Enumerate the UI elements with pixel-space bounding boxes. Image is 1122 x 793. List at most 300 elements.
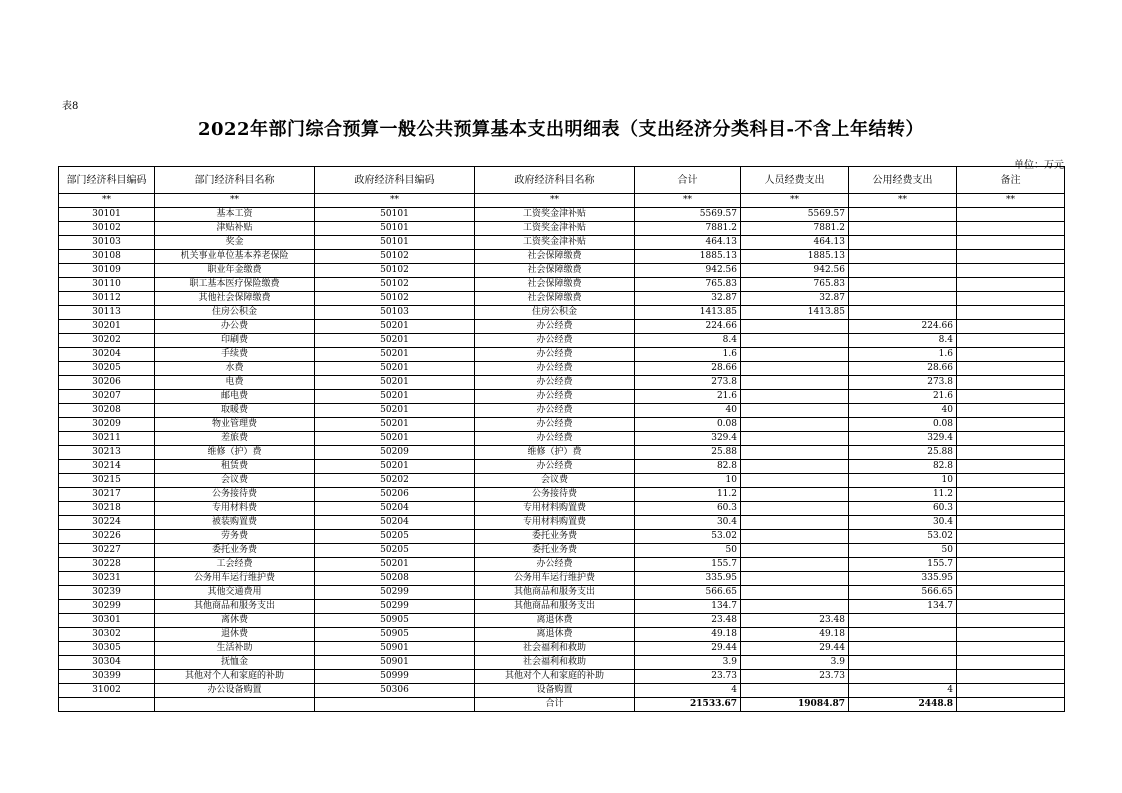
cell-gov-code: 50901 xyxy=(315,642,475,656)
cell-personnel: 5569.57 xyxy=(741,208,849,222)
cell-remark xyxy=(957,320,1065,334)
cell-gov-name: 工资奖金津补贴 xyxy=(475,222,635,236)
cell-remark xyxy=(957,264,1065,278)
cell-gov-name: 社会保障缴费 xyxy=(475,292,635,306)
cell-gov-name: 离退休费 xyxy=(475,628,635,642)
cell-total: 335.95 xyxy=(635,572,741,586)
cell-public: 566.65 xyxy=(849,586,957,600)
cell-total: 21.6 xyxy=(635,390,741,404)
cell-gov-code: 50205 xyxy=(315,530,475,544)
cell-dept-code: 30205 xyxy=(59,362,155,376)
cell-dept-code: 30299 xyxy=(59,600,155,614)
column-header-personnel: 人员经费支出 xyxy=(741,167,849,194)
cell-gov-name: 办公经费 xyxy=(475,390,635,404)
cell-total: 0.08 xyxy=(635,418,741,432)
cell-empty xyxy=(315,698,475,712)
cell-remark xyxy=(957,558,1065,572)
cell-remark xyxy=(957,362,1065,376)
cell-personnel: 23.73 xyxy=(741,670,849,684)
cell-total: 942.56 xyxy=(635,264,741,278)
total-personnel: 19084.87 xyxy=(741,698,849,712)
star-cell: ** xyxy=(475,194,635,208)
cell-dept-code: 30102 xyxy=(59,222,155,236)
cell-gov-name: 其他对个人和家庭的补助 xyxy=(475,670,635,684)
cell-dept-code: 30214 xyxy=(59,460,155,474)
cell-gov-name: 社会保障缴费 xyxy=(475,250,635,264)
cell-public xyxy=(849,250,957,264)
table-row xyxy=(59,460,1065,474)
cell-dept-name: 退休费 xyxy=(155,628,315,642)
total-sum: 21533.67 xyxy=(635,698,741,712)
star-cell: ** xyxy=(849,194,957,208)
cell-public: 25.88 xyxy=(849,446,957,460)
cell-public: 155.7 xyxy=(849,558,957,572)
cell-public: 40 xyxy=(849,404,957,418)
cell-personnel: 7881.2 xyxy=(741,222,849,236)
cell-remark xyxy=(957,586,1065,600)
star-cell: ** xyxy=(315,194,475,208)
cell-public: 50 xyxy=(849,544,957,558)
cell-gov-code: 50202 xyxy=(315,474,475,488)
cell-public xyxy=(849,278,957,292)
cell-gov-code: 50201 xyxy=(315,376,475,390)
cell-total: 1413.85 xyxy=(635,306,741,320)
cell-total: 1.6 xyxy=(635,348,741,362)
cell-gov-code: 50901 xyxy=(315,656,475,670)
cell-gov-code: 50103 xyxy=(315,306,475,320)
cell-gov-name: 办公经费 xyxy=(475,320,635,334)
cell-gov-name: 工资奖金津补贴 xyxy=(475,208,635,222)
table-row xyxy=(59,250,1065,264)
cell-dept-name: 生活补助 xyxy=(155,642,315,656)
cell-public: 10 xyxy=(849,474,957,488)
cell-dept-code: 30110 xyxy=(59,278,155,292)
cell-total: 11.2 xyxy=(635,488,741,502)
cell-dept-name: 取暖费 xyxy=(155,404,315,418)
cell-remark xyxy=(957,418,1065,432)
cell-personnel xyxy=(741,502,849,516)
cell-dept-code: 30227 xyxy=(59,544,155,558)
cell-gov-name: 办公经费 xyxy=(475,432,635,446)
cell-gov-code: 50206 xyxy=(315,488,475,502)
cell-dept-name: 其他商品和服务支出 xyxy=(155,600,315,614)
cell-public: 335.95 xyxy=(849,572,957,586)
cell-dept-code: 30113 xyxy=(59,306,155,320)
cell-remark xyxy=(957,250,1065,264)
cell-remark xyxy=(957,446,1065,460)
cell-public: 30.4 xyxy=(849,516,957,530)
cell-gov-code: 50905 xyxy=(315,614,475,628)
cell-dept-name: 委托业务费 xyxy=(155,544,315,558)
column-header-dept-name: 部门经济科目名称 xyxy=(155,167,315,194)
cell-public xyxy=(849,656,957,670)
cell-dept-code: 30301 xyxy=(59,614,155,628)
cell-total: 155.7 xyxy=(635,558,741,572)
cell-dept-name: 机关事业单位基本养老保险 xyxy=(155,250,315,264)
cell-personnel xyxy=(741,544,849,558)
cell-total: 1885.13 xyxy=(635,250,741,264)
cell-remark xyxy=(957,460,1065,474)
cell-remark xyxy=(957,684,1065,698)
cell-public: 82.8 xyxy=(849,460,957,474)
cell-remark xyxy=(957,306,1065,320)
table-row xyxy=(59,362,1065,376)
cell-gov-code: 50201 xyxy=(315,404,475,418)
cell-dept-code: 30109 xyxy=(59,264,155,278)
cell-gov-name: 社会福利和救助 xyxy=(475,642,635,656)
cell-total: 134.7 xyxy=(635,600,741,614)
cell-gov-name: 设备购置 xyxy=(475,684,635,698)
table-row xyxy=(59,488,1065,502)
cell-public: 8.4 xyxy=(849,334,957,348)
cell-personnel: 3.9 xyxy=(741,656,849,670)
cell-gov-name: 其他商品和服务支出 xyxy=(475,600,635,614)
cell-personnel xyxy=(741,376,849,390)
cell-public: 134.7 xyxy=(849,600,957,614)
cell-dept-name: 住房公积金 xyxy=(155,306,315,320)
cell-public: 11.2 xyxy=(849,488,957,502)
cell-dept-code: 30399 xyxy=(59,670,155,684)
cell-total: 53.02 xyxy=(635,530,741,544)
table-row xyxy=(59,376,1065,390)
cell-gov-code: 50201 xyxy=(315,320,475,334)
table-row xyxy=(59,222,1065,236)
cell-personnel xyxy=(741,404,849,418)
cell-total: 29.44 xyxy=(635,642,741,656)
table-row xyxy=(59,348,1065,362)
table-row xyxy=(59,278,1065,292)
cell-dept-code: 30208 xyxy=(59,404,155,418)
budget-table xyxy=(58,166,1065,712)
cell-public xyxy=(849,642,957,656)
column-header-remark: 备注 xyxy=(957,167,1065,194)
cell-personnel: 464.13 xyxy=(741,236,849,250)
cell-remark xyxy=(957,670,1065,684)
cell-personnel xyxy=(741,516,849,530)
cell-remark xyxy=(957,376,1065,390)
cell-dept-code: 30202 xyxy=(59,334,155,348)
cell-personnel: 32.87 xyxy=(741,292,849,306)
cell-dept-name: 手续费 xyxy=(155,348,315,362)
cell-dept-code: 30215 xyxy=(59,474,155,488)
cell-gov-name: 专用材料购置费 xyxy=(475,516,635,530)
cell-gov-code: 50201 xyxy=(315,348,475,362)
cell-personnel xyxy=(741,572,849,586)
cell-dept-code: 30207 xyxy=(59,390,155,404)
cell-total: 50 xyxy=(635,544,741,558)
cell-remark xyxy=(957,236,1065,250)
cell-personnel: 29.44 xyxy=(741,642,849,656)
star-cell: ** xyxy=(59,194,155,208)
cell-public xyxy=(849,208,957,222)
table-body xyxy=(59,194,1065,712)
cell-personnel xyxy=(741,362,849,376)
cell-gov-code: 50201 xyxy=(315,460,475,474)
cell-dept-name: 维修（护）费 xyxy=(155,446,315,460)
table-row xyxy=(59,656,1065,670)
cell-remark xyxy=(957,656,1065,670)
cell-dept-code: 30206 xyxy=(59,376,155,390)
cell-total: 224.66 xyxy=(635,320,741,334)
cell-dept-code: 30204 xyxy=(59,348,155,362)
cell-gov-code: 50205 xyxy=(315,544,475,558)
table-row xyxy=(59,586,1065,600)
star-row xyxy=(59,194,1065,208)
table-row xyxy=(59,208,1065,222)
cell-dept-name: 离休费 xyxy=(155,614,315,628)
cell-remark xyxy=(957,390,1065,404)
cell-total: 49.18 xyxy=(635,628,741,642)
column-header-gov-name: 政府经济科目名称 xyxy=(475,167,635,194)
total-row xyxy=(59,698,1065,712)
total-public: 2448.8 xyxy=(849,698,957,712)
table-row xyxy=(59,418,1065,432)
cell-dept-name: 水费 xyxy=(155,362,315,376)
cell-personnel xyxy=(741,390,849,404)
cell-remark xyxy=(957,208,1065,222)
cell-dept-code: 30228 xyxy=(59,558,155,572)
cell-personnel: 23.48 xyxy=(741,614,849,628)
cell-total: 7881.2 xyxy=(635,222,741,236)
cell-public: 60.3 xyxy=(849,502,957,516)
cell-public xyxy=(849,614,957,628)
cell-dept-code: 30231 xyxy=(59,572,155,586)
cell-dept-code: 30112 xyxy=(59,292,155,306)
cell-gov-code: 50905 xyxy=(315,628,475,642)
table-row xyxy=(59,320,1065,334)
cell-gov-code: 50208 xyxy=(315,572,475,586)
table-row xyxy=(59,614,1065,628)
cell-public: 1.6 xyxy=(849,348,957,362)
cell-total: 464.13 xyxy=(635,236,741,250)
cell-dept-code: 30226 xyxy=(59,530,155,544)
cell-gov-name: 办公经费 xyxy=(475,348,635,362)
table-row xyxy=(59,544,1065,558)
cell-total: 273.8 xyxy=(635,376,741,390)
cell-personnel xyxy=(741,320,849,334)
cell-dept-name: 其他交通费用 xyxy=(155,586,315,600)
cell-remark xyxy=(957,628,1065,642)
cell-dept-name: 劳务费 xyxy=(155,530,315,544)
cell-gov-name: 离退休费 xyxy=(475,614,635,628)
cell-total: 329.4 xyxy=(635,432,741,446)
cell-gov-code: 50201 xyxy=(315,432,475,446)
cell-dept-name: 差旅费 xyxy=(155,432,315,446)
cell-personnel: 49.18 xyxy=(741,628,849,642)
unit-label: 单位：万元 xyxy=(1014,160,1064,171)
header-row xyxy=(59,167,1065,194)
cell-gov-name: 工资奖金津补贴 xyxy=(475,236,635,250)
cell-personnel xyxy=(741,334,849,348)
cell-dept-code: 30302 xyxy=(59,628,155,642)
cell-gov-name: 办公经费 xyxy=(475,404,635,418)
cell-remark xyxy=(957,432,1065,446)
cell-gov-code: 50209 xyxy=(315,446,475,460)
cell-dept-name: 其他对个人和家庭的补助 xyxy=(155,670,315,684)
table-row xyxy=(59,390,1065,404)
table-row xyxy=(59,404,1065,418)
table-row xyxy=(59,642,1065,656)
table-row xyxy=(59,670,1065,684)
cell-dept-name: 职业年金缴费 xyxy=(155,264,315,278)
cell-remark xyxy=(957,222,1065,236)
cell-gov-name: 办公经费 xyxy=(475,460,635,474)
cell-gov-name: 社会福利和救助 xyxy=(475,656,635,670)
cell-empty xyxy=(59,698,155,712)
cell-gov-code: 50299 xyxy=(315,600,475,614)
cell-remark xyxy=(957,600,1065,614)
cell-dept-name: 被装购置费 xyxy=(155,516,315,530)
table-row xyxy=(59,684,1065,698)
cell-total: 10 xyxy=(635,474,741,488)
cell-personnel xyxy=(741,446,849,460)
cell-public xyxy=(849,628,957,642)
table-row xyxy=(59,236,1065,250)
cell-dept-name: 职工基本医疗保险缴费 xyxy=(155,278,315,292)
column-header-public: 公用经费支出 xyxy=(849,167,957,194)
cell-dept-name: 印刷费 xyxy=(155,334,315,348)
column-header-dept-code: 部门经济科目编码 xyxy=(59,167,155,194)
cell-public: 224.66 xyxy=(849,320,957,334)
cell-remark xyxy=(957,530,1065,544)
cell-gov-name: 委托业务费 xyxy=(475,544,635,558)
cell-total: 566.65 xyxy=(635,586,741,600)
cell-personnel: 765.83 xyxy=(741,278,849,292)
cell-public: 273.8 xyxy=(849,376,957,390)
cell-remark xyxy=(957,278,1065,292)
cell-gov-code: 50201 xyxy=(315,390,475,404)
cell-personnel xyxy=(741,488,849,502)
cell-dept-code: 30211 xyxy=(59,432,155,446)
cell-dept-name: 办公设备购置 xyxy=(155,684,315,698)
cell-dept-name: 其他社会保障缴费 xyxy=(155,292,315,306)
table-row xyxy=(59,572,1065,586)
cell-dept-name: 公务用车运行维护费 xyxy=(155,572,315,586)
cell-gov-name: 维修（护）费 xyxy=(475,446,635,460)
cell-remark xyxy=(957,614,1065,628)
cell-dept-name: 专用材料费 xyxy=(155,502,315,516)
cell-total: 23.73 xyxy=(635,670,741,684)
cell-gov-code: 50101 xyxy=(315,222,475,236)
cell-dept-code: 30224 xyxy=(59,516,155,530)
table-row xyxy=(59,474,1065,488)
cell-gov-code: 50102 xyxy=(315,278,475,292)
cell-public: 0.08 xyxy=(849,418,957,432)
cell-public: 21.6 xyxy=(849,390,957,404)
table-row xyxy=(59,516,1065,530)
cell-dept-name: 物业管理费 xyxy=(155,418,315,432)
cell-total: 30.4 xyxy=(635,516,741,530)
cell-gov-code: 50201 xyxy=(315,558,475,572)
cell-gov-code: 50102 xyxy=(315,250,475,264)
total-label: 合计 xyxy=(475,698,635,712)
cell-dept-code: 31002 xyxy=(59,684,155,698)
cell-personnel xyxy=(741,558,849,572)
cell-gov-code: 50201 xyxy=(315,362,475,376)
cell-public xyxy=(849,264,957,278)
cell-gov-code: 50999 xyxy=(315,670,475,684)
cell-public: 28.66 xyxy=(849,362,957,376)
cell-gov-name: 办公经费 xyxy=(475,334,635,348)
cell-public xyxy=(849,292,957,306)
cell-dept-code: 30201 xyxy=(59,320,155,334)
table-number: 表8 xyxy=(62,101,79,112)
cell-gov-code: 50299 xyxy=(315,586,475,600)
cell-personnel xyxy=(741,432,849,446)
cell-total: 25.88 xyxy=(635,446,741,460)
cell-remark xyxy=(957,292,1065,306)
cell-gov-name: 办公经费 xyxy=(475,376,635,390)
cell-remark xyxy=(957,502,1065,516)
cell-dept-code: 30217 xyxy=(59,488,155,502)
cell-empty xyxy=(957,698,1065,712)
cell-gov-code: 50204 xyxy=(315,502,475,516)
cell-gov-name: 公务用车运行维护费 xyxy=(475,572,635,586)
cell-gov-code: 50102 xyxy=(315,264,475,278)
cell-total: 60.3 xyxy=(635,502,741,516)
cell-gov-name: 办公经费 xyxy=(475,362,635,376)
cell-dept-name: 抚恤金 xyxy=(155,656,315,670)
cell-dept-code: 30239 xyxy=(59,586,155,600)
table-row xyxy=(59,306,1065,320)
cell-gov-code: 50201 xyxy=(315,418,475,432)
cell-total: 5569.57 xyxy=(635,208,741,222)
cell-personnel xyxy=(741,418,849,432)
column-header-gov-code: 政府经济科目编码 xyxy=(315,167,475,194)
cell-total: 32.87 xyxy=(635,292,741,306)
cell-personnel xyxy=(741,586,849,600)
cell-gov-code: 50101 xyxy=(315,236,475,250)
cell-dept-name: 基本工资 xyxy=(155,208,315,222)
column-header-total: 合计 xyxy=(635,167,741,194)
cell-dept-name: 工会经费 xyxy=(155,558,315,572)
cell-remark xyxy=(957,334,1065,348)
cell-remark xyxy=(957,348,1065,362)
cell-remark xyxy=(957,474,1065,488)
cell-personnel: 1885.13 xyxy=(741,250,849,264)
table-row xyxy=(59,600,1065,614)
cell-gov-name: 办公经费 xyxy=(475,558,635,572)
cell-total: 8.4 xyxy=(635,334,741,348)
cell-gov-code: 50101 xyxy=(315,208,475,222)
table-row xyxy=(59,558,1065,572)
table-row xyxy=(59,446,1065,460)
cell-remark xyxy=(957,516,1065,530)
cell-gov-code: 50204 xyxy=(315,516,475,530)
cell-dept-code: 30209 xyxy=(59,418,155,432)
cell-total: 765.83 xyxy=(635,278,741,292)
star-cell: ** xyxy=(957,194,1065,208)
cell-total: 82.8 xyxy=(635,460,741,474)
cell-public: 4 xyxy=(849,684,957,698)
cell-public xyxy=(849,222,957,236)
cell-gov-code: 50201 xyxy=(315,334,475,348)
cell-public: 53.02 xyxy=(849,530,957,544)
cell-dept-name: 会议费 xyxy=(155,474,315,488)
cell-gov-name: 会议费 xyxy=(475,474,635,488)
cell-dept-name: 办公费 xyxy=(155,320,315,334)
cell-personnel xyxy=(741,474,849,488)
cell-total: 40 xyxy=(635,404,741,418)
table-row xyxy=(59,530,1065,544)
cell-gov-name: 公务接待费 xyxy=(475,488,635,502)
cell-total: 23.48 xyxy=(635,614,741,628)
cell-personnel: 942.56 xyxy=(741,264,849,278)
table-row xyxy=(59,502,1065,516)
cell-public: 329.4 xyxy=(849,432,957,446)
cell-public xyxy=(849,236,957,250)
table-row xyxy=(59,292,1065,306)
